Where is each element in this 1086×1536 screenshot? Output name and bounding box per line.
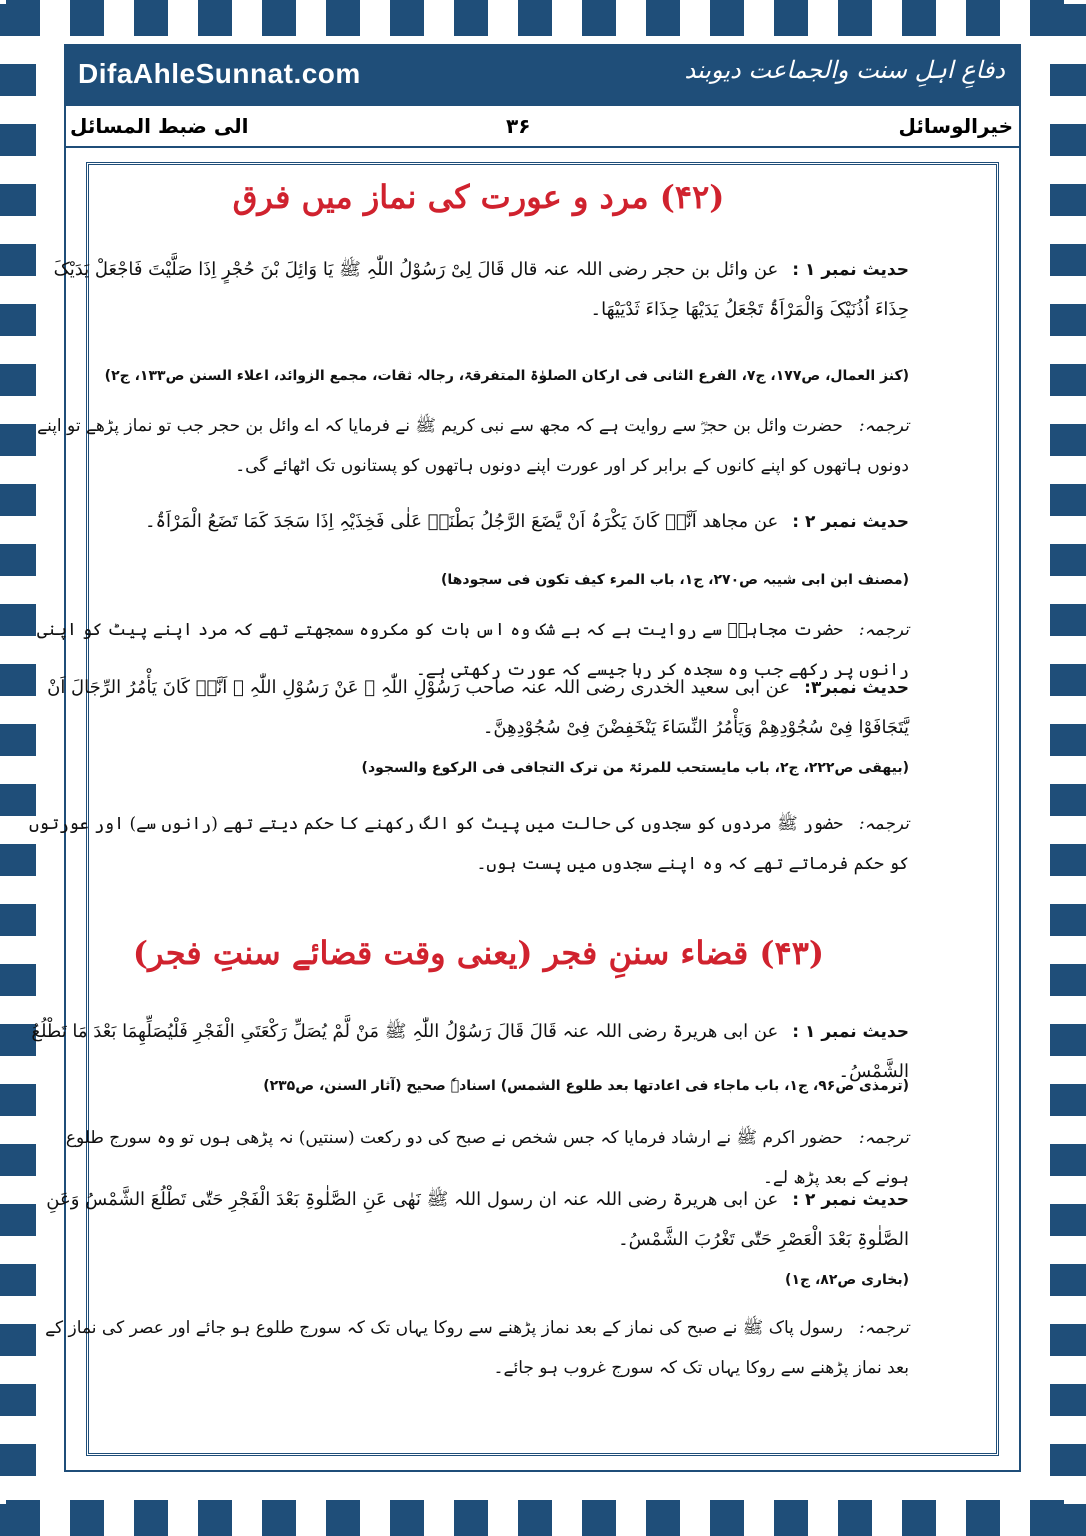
- hadith-2-2-ref: (بخاری ص۸۲، ج۱): [785, 1272, 909, 1288]
- border-tile: [0, 1384, 36, 1416]
- border-tile: [454, 0, 488, 36]
- hadith-3-ref: (بیھقی ص۲۲۲، ج۲، باب مایستحب للمرئۃ من ترک التجافی فی الرکوع والسجود): [361, 760, 909, 776]
- hadith-1-ref: (کنز العمال، ص۱۷۷، ج۷، الفرع الثانی فی ارکان الصلوٰۃ المتفرقۃ، رجالہ ثقات، مجمع الزوائد، اعلاء السنن ص۱۳۳، ج۲): [104, 368, 909, 384]
- hadith-1: [29, 250, 909, 330]
- border-tile: [1050, 184, 1086, 216]
- hadith-1-translation: ترجمہ:حضرت وائل بن حجرؓ سے روایت ہے کہ مجھ سے نبی کریم ﷺ نے فرمایا کہ اے وائل بن حجر جب تو نماز پڑھے تو اپنے دونوں ہاتھوں کو اپنے کانوں کے برابر کر اور عورت اپنے دونوں ہاتھوں کو پستانوں تک اٹھائے گی۔: [37, 416, 909, 476]
- border-tile: [1050, 1084, 1086, 1116]
- hadith-2-1: حدیث نمبر ۱ :عن ابی ھریرۃ رضی اللہ عنہ قَالَ قَالَ رَسُوْلُ اللّٰہِ ﷺ مَنْ لَّمْ یُصَلِّ رَکْعَتَیِ الْفَجْرِ فَلْیُصَلِّھِمَا بَعْدَ مَا تَطْلُعُ الشَّمْسُ۔: [31, 1021, 909, 1082]
- border-bottom: [0, 1500, 1086, 1536]
- hadith-2-2-translation: ترجمہ:رسول پاک ﷺ نے صبح کی نماز کے بعد نماز پڑھنے سے روکا یہاں تک کہ سورج طلوع ہو جائے اور عصر کی نماز کے بعد نماز پڑھنے سے روکا یہاں تک کہ سورج غروب ہو جائے۔: [45, 1318, 909, 1378]
- hadith-2: حدیث نمبر ۲ :عن مجاھد اَنَّہٗ کَانَ یَکْرَہُ اَنْ یَّضَعَ الرَّجُلُ بَطْنَہٗ عَلٰی فَخِذَیْہِ اِذَا سَجَدَ کَمَا تَضَعُ الْمَرْاَۃُ۔: [144, 511, 909, 532]
- section-title-42: (۴۲) مرد و عورت کی نماز میں فرق: [232, 178, 725, 216]
- border-tile: [1050, 904, 1086, 936]
- border-tile: [326, 1500, 360, 1536]
- border-tile: [1050, 964, 1086, 996]
- border-tile: [518, 0, 552, 36]
- border-tile: [838, 0, 872, 36]
- hadith-2-1-translation: ترجمہ:حضور اکرم ﷺ نے ارشاد فرمایا کہ جس شخص نے صبح کی دو رکعت (سنتیں) نہ پڑھی ہوں تو وہ سورج طلوع ہونے کے بعد پڑھ لے۔: [65, 1128, 909, 1188]
- hadith-2-1-ref: (ترمذی ص۹۶، ج۱، باب ماجاء فی اعادتھا بعد طلوع الشمس) اسنادہٗ صحیح (آثار السنن، ص۲۳۵): [263, 1078, 909, 1094]
- border-tile: [1050, 4, 1086, 36]
- site-url[interactable]: DifaAhleSunnat.com: [78, 58, 361, 89]
- border-tile: [70, 0, 104, 36]
- border-tile: [1050, 844, 1086, 876]
- border-tile: [966, 0, 1000, 36]
- border-tile: [774, 1500, 808, 1536]
- hadith-3: حدیث نمبر۳:عن ابی سعید الخدری رضی اللہ عنہ صاحب رَسُوْلِ اللّٰہِ ﷺ عَنْ رَسُوْلِ اللّٰہِ ﷺ اَنَّہٗ کَانَ یَأْمُرُ الرِّجَالَ اَنْ یَّتَجَافَوْا فِیْ سُجُوْدِھِمْ وَیَأْمُرُ النِّسَاءَ یَنْخَفِضْنَ فِیْ سُجُوْدِھِنَّ۔: [47, 677, 909, 738]
- border-tile: [902, 0, 936, 36]
- header-bar: [66, 46, 1019, 106]
- hadith-3-translation: ترجمہ:حضور ﷺ مردوں کو سجدوں کی حالت میں پیٹ کو الگ رکھنے کا حکم دیتے تھے (رانوں سے) اور عورتوں کو حکم فرماتے تھے کہ وہ اپنے سجدوں میں پست ہوں۔: [29, 814, 909, 874]
- border-tile: [1050, 1144, 1086, 1176]
- hadith-2-2: حدیث نمبر ۲ :عن ابی ھریرۃ رضی اللہ عنہ ان رسول اللہ ﷺ نَھٰی عَنِ الصَّلٰوۃِ بَعْدَ الْفَجْرِ حَتّٰی تَطْلُعَ الشَّمْسُ وَعَنِ الصَّلٰوۃِ بَعْدَ الْعَصْرِ حَتّٰی تَغْرُبَ الشَّمْسُ۔: [46, 1189, 909, 1250]
- border-tile: [966, 1500, 1000, 1536]
- border-tile: [0, 64, 36, 96]
- border-tile: [710, 0, 744, 36]
- border-tile: [0, 904, 36, 936]
- border-tile: [1050, 1384, 1086, 1416]
- border-tile: [1050, 604, 1086, 636]
- book-title-left: الی ضبط المسائل: [70, 114, 249, 138]
- border-tile: [1050, 304, 1086, 336]
- border-tile: [1050, 1264, 1086, 1296]
- border-tile: [774, 0, 808, 36]
- border-tile: [390, 1500, 424, 1536]
- page-subheader: [66, 108, 1019, 148]
- border-tile: [134, 1500, 168, 1536]
- border-tile: [1050, 1024, 1086, 1056]
- border-tile: [326, 0, 360, 36]
- border-tile: [1050, 664, 1086, 696]
- border-tile: [1050, 1324, 1086, 1356]
- border-tile: [0, 1444, 36, 1476]
- border-tile: [198, 0, 232, 36]
- hadith-2-ref: (مصنف ابن ابی شیبہ ص۲۷۰، ج۱، باب المرء کیف تکون فی سجودھا): [441, 572, 909, 588]
- border-tile: [1050, 1444, 1086, 1476]
- border-tile: [0, 124, 36, 156]
- border-tile: [454, 1500, 488, 1536]
- border-tile: [1050, 1204, 1086, 1236]
- border-tile: [1050, 64, 1086, 96]
- border-tile: [902, 1500, 936, 1536]
- border-tile: [0, 4, 36, 36]
- border-top: [0, 0, 1086, 36]
- border-tile: [262, 1500, 296, 1536]
- site-logo: دفاعِ اہلِ سنت والجماعت دیوبند: [684, 56, 1005, 84]
- border-tile: [1050, 244, 1086, 276]
- border-tile: [390, 0, 424, 36]
- border-tile: [134, 0, 168, 36]
- hadith-2-translation: ترجمہ:حضرت مجاہدؒ سے روایت ہے کہ بے شک وہ اس بات کو مکروہ سمجھتے تھے کہ مرد اپنے پیٹ کو اپنی رانوں پر رکھے جب وہ سجدہ کر رہا جیسے کہ عورت رکھتی ہے۔: [37, 620, 909, 680]
- border-tile: [0, 1504, 36, 1536]
- section-title-43: (۴۳) قضاء سننِ فجر (یعنی وقت قضائے سنتِ فجر): [132, 934, 825, 972]
- hadith-text: عن وائل بن حجر رضی اللہ عنہ قال قَالَ لِیْ رَسُوْلُ اللّٰہِ ﷺ یَا وَائِلَ بْنَ حُجْرٍ اِذَا صَلَّیْتَ فَاجْعَلْ یَدَیْکَ حِذَاءَ اُذُنَیْکَ وَالْمَرْاَۃُ تَجْعَلُ یَدَیْھَا حِذَاءَ ثَدْیَیْھَا۔: [53, 259, 909, 320]
- border-tile: [198, 1500, 232, 1536]
- border-tile: [70, 1500, 104, 1536]
- border-tile: [582, 0, 616, 36]
- border-tile: [710, 1500, 744, 1536]
- border-tile: [1050, 124, 1086, 156]
- border-tile: [838, 1500, 872, 1536]
- border-tile: [1050, 364, 1086, 396]
- page-number: ۳۶: [506, 114, 531, 138]
- border-tile: [1050, 784, 1086, 816]
- border-tile: [1050, 1504, 1086, 1536]
- border-tile: [1050, 484, 1086, 516]
- book-title-right: خیرالوسائل: [898, 114, 1013, 138]
- border-tile: [1050, 724, 1086, 756]
- border-right: [1050, 0, 1086, 1536]
- border-tile: [262, 0, 296, 36]
- border-tile: [646, 1500, 680, 1536]
- border-tile: [518, 1500, 552, 1536]
- border-tile: [1050, 544, 1086, 576]
- border-tile: [582, 1500, 616, 1536]
- border-tile: [1050, 424, 1086, 456]
- border-tile: [646, 0, 680, 36]
- hadith-label: حدیث نمبر ۱ :: [792, 260, 909, 280]
